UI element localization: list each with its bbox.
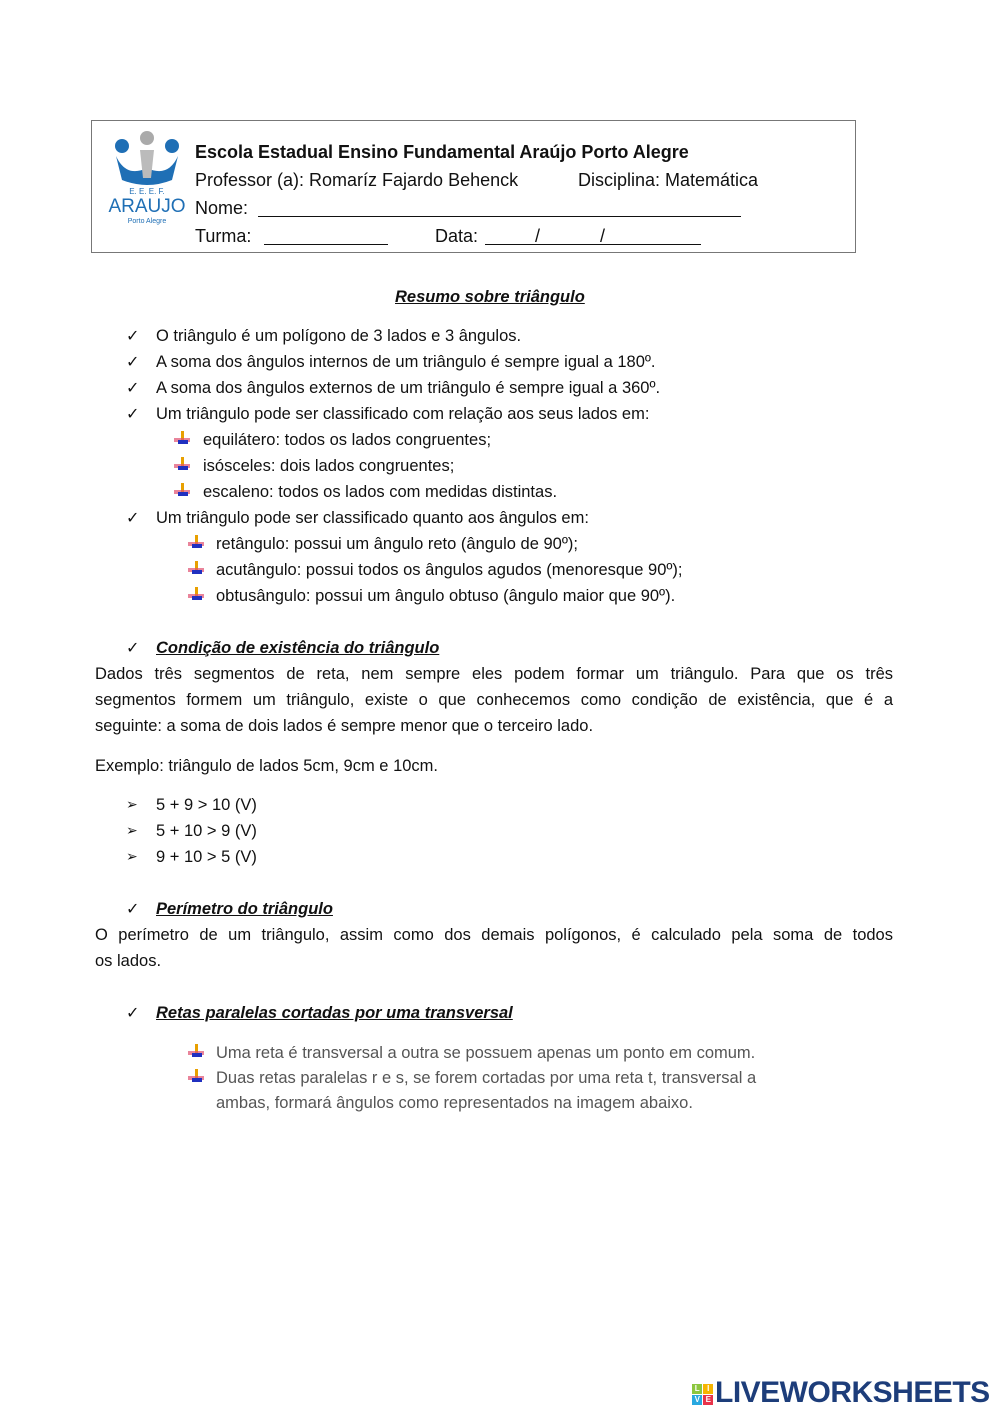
side-class-item: isósceles: dois lados congruentes; — [203, 457, 455, 475]
name-label: Nome: — [195, 198, 249, 218]
svg-text:Porto Alegre: Porto Alegre — [127, 218, 167, 225]
check-icon: ✓ — [126, 1005, 140, 1022]
fact-item: A soma dos ângulos externos de um triângulo é sempre igual a 360º. — [156, 379, 661, 397]
cross-bullet-icon — [188, 561, 204, 577]
cross-bullet-icon — [188, 535, 204, 551]
svg-text:E. E. E. F.: E. E. E. F. — [129, 187, 165, 196]
side-class-item: escaleno: todos os lados com medidas distintas. — [203, 483, 558, 501]
paragraph-line: O perímetro de um triângulo, assim como dos demais polígonos, é calculado pela soma de todos — [95, 926, 893, 944]
inequality-check: 9 + 10 > 5 (V) — [156, 848, 257, 866]
cross-bullet-icon — [174, 483, 190, 499]
inequality-check: 5 + 10 > 9 (V) — [156, 822, 257, 840]
cross-bullet-icon — [188, 587, 204, 603]
class-label: Turma: — [195, 226, 252, 246]
live-tiles-icon: L I V E — [692, 1384, 713, 1405]
date-sep-2: / — [600, 226, 606, 246]
liveworksheets-logo: L I V E LIVEWORKSHEETS — [692, 1376, 990, 1410]
angle-class-item: obtusângulo: possui um ângulo obtuso (ângulo maior que 90º). — [216, 587, 676, 605]
arrow-bullet-icon: ➢ — [126, 796, 138, 812]
school-name: Escola Estadual Ensino Fundamental Araújo Porto Alegre — [195, 142, 689, 162]
arrow-bullet-icon: ➢ — [126, 822, 138, 838]
cross-bullet-icon — [174, 431, 190, 447]
paragraph-line: Dados três segmentos de reta, nem sempre eles podem formar um triângulo. Para que os três — [95, 665, 893, 683]
section-heading-parallel: Retas paralelas cortadas por uma transversal — [156, 1004, 513, 1022]
school-logo — [106, 128, 188, 228]
section-heading-perimeter: Perímetro do triângulo — [156, 900, 333, 918]
section-heading-existence: Condição de existência do triângulo — [156, 639, 440, 657]
cross-bullet-icon — [188, 1069, 204, 1085]
inequality-check: 5 + 9 > 10 (V) — [156, 796, 257, 814]
cross-bullet-icon — [188, 1044, 204, 1060]
check-icon: ✓ — [126, 328, 140, 345]
paragraph-line: seguinte: a soma de dois lados é sempre menor que o terceiro lado. — [95, 717, 594, 735]
svg-text:ARAUJO: ARAUJO — [108, 196, 186, 217]
parallel-item: Uma reta é transversal a outra se possuem apenas um ponto em comum. — [216, 1044, 756, 1062]
teacher-label: Professor (a): Romaríz Fajardo Behenck — [195, 170, 519, 190]
fact-item: O triângulo é um polígono de 3 lados e 3 ângulos. — [156, 327, 522, 345]
fact-item: Um triângulo pode ser classificado quanto aos ângulos em: — [156, 509, 589, 527]
angle-class-item: acutângulo: possui todos os ângulos agudos (menoresque 90º); — [216, 561, 683, 579]
arrow-bullet-icon: ➢ — [126, 848, 138, 864]
angle-class-item: retângulo: possui um ângulo reto (ângulo de 90º); — [216, 535, 578, 553]
check-icon: ✓ — [126, 354, 140, 371]
parallel-item: Duas retas paralelas r e s, se forem cortadas por uma reta t, transversal a — [216, 1069, 757, 1087]
name-field[interactable] — [258, 216, 741, 217]
fact-item: A soma dos ângulos internos de um triângulo é sempre igual a 180º. — [156, 353, 656, 371]
subject-label: Disciplina: Matemática — [578, 170, 759, 190]
date-sep-1: / — [535, 226, 541, 246]
check-icon: ✓ — [126, 640, 140, 657]
parallel-item: ambas, formará ângulos como representados na imagem abaixo. — [216, 1094, 693, 1112]
check-icon: ✓ — [126, 406, 140, 423]
example-text: Exemplo: triângulo de lados 5cm, 9cm e 10cm. — [95, 757, 438, 775]
date-field[interactable] — [485, 244, 701, 245]
page-title: Resumo sobre triângulo — [395, 288, 585, 306]
class-field[interactable] — [264, 244, 388, 245]
paragraph-line: segmentos formem um triângulo, existe o que conhecemos como condição de existência, que é a — [95, 691, 893, 709]
paragraph-line: os lados. — [95, 952, 162, 970]
check-icon: ✓ — [126, 380, 140, 397]
check-icon: ✓ — [126, 510, 140, 527]
fact-item: Um triângulo pode ser classificado com relação aos seus lados em: — [156, 405, 650, 423]
check-icon: ✓ — [126, 901, 140, 918]
side-class-item: equilátero: todos os lados congruentes; — [203, 431, 492, 449]
cross-bullet-icon — [174, 457, 190, 473]
date-label: Data: — [435, 226, 479, 246]
